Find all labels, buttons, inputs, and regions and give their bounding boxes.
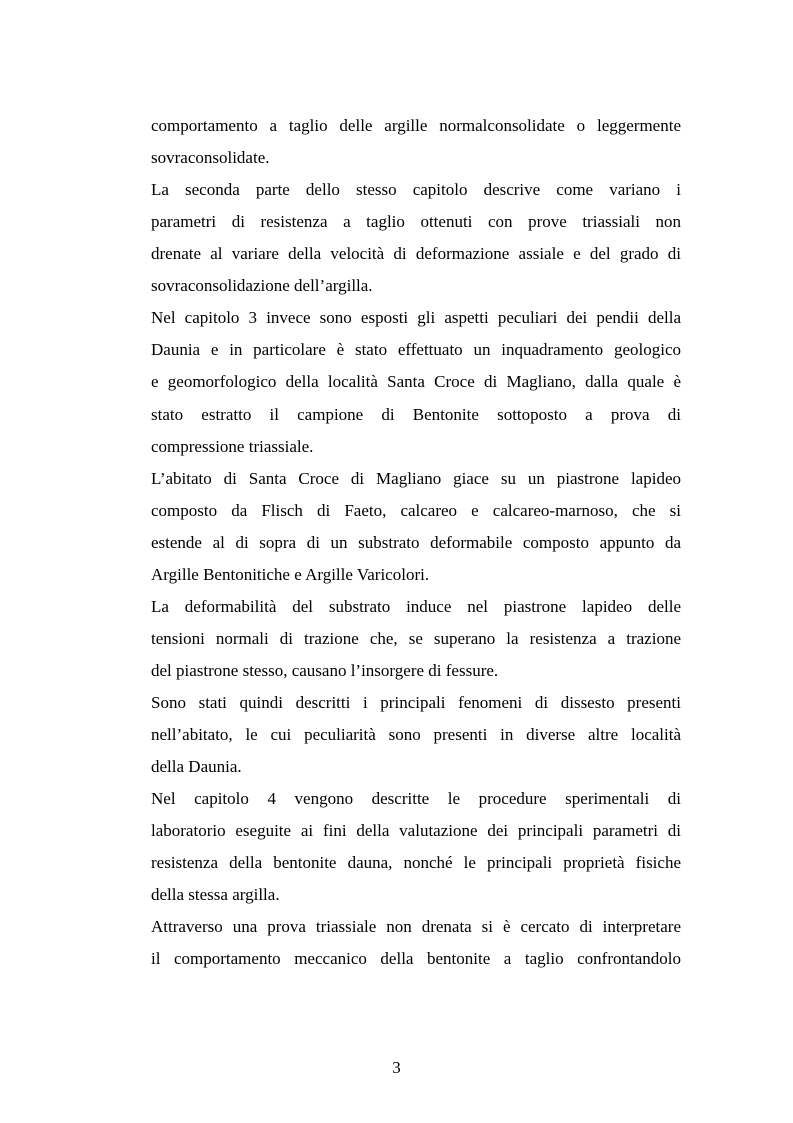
text-line: drenate al variare della velocità di deformazione assiale e del grado di	[151, 244, 681, 263]
text-line: comportamento a taglio delle argille normalconsolidate o leggermente	[151, 116, 681, 135]
text-line: Nel capitolo 3 invece sono esposti gli aspetti peculiari dei pendii della	[151, 308, 681, 327]
text-line: Argille Bentonitiche e Argille Varicolori.	[151, 565, 430, 584]
text-line: Daunia e in particolare è stato effettuato un inquadramento geologico	[151, 340, 681, 359]
text-line: e geomorfologico della località Santa Croce di Magliano, dalla quale è	[151, 372, 681, 391]
text-line: sovraconsolidazione dell’argilla.	[151, 276, 373, 295]
text-line: sovraconsolidate.	[151, 148, 270, 167]
text-line: composto da Flisch di Faeto, calcareo e calcareo-marnoso, che si	[151, 501, 681, 520]
text-line: estende al di sopra di un substrato deformabile composto appunto da	[151, 533, 681, 552]
text-line: L’abitato di Santa Croce di Magliano giace su un piastrone lapideo	[151, 469, 681, 488]
text-line: nell’abitato, le cui peculiarità sono presenti in diverse altre località	[151, 725, 681, 744]
text-line: La seconda parte dello stesso capitolo descrive come variano i	[151, 180, 681, 199]
text-line: Attraverso una prova triassiale non drenata si è cercato di interpretare	[151, 917, 681, 936]
text-line: stato estratto il campione di Bentonite sottoposto a prova di	[151, 405, 681, 424]
text-line: compressione triassiale.	[151, 437, 314, 456]
text-line: il comportamento meccanico della bentonite a taglio confrontandolo	[151, 949, 681, 968]
text-line: della stessa argilla.	[151, 885, 280, 904]
text-line: laboratorio eseguite ai fini della valutazione dei principali parametri di	[151, 821, 681, 840]
text-line: resistenza della bentonite dauna, nonché le principali proprietà fisiche	[151, 853, 681, 872]
text-line: Nel capitolo 4 vengono descritte le procedure sperimentali di	[151, 789, 681, 808]
text-line: Sono stati quindi descritti i principali fenomeni di dissesto presenti	[151, 693, 681, 712]
text-line: tensioni normali di trazione che, se superano la resistenza a trazione	[151, 629, 681, 648]
text-line: della Daunia.	[151, 757, 242, 776]
text-line: del piastrone stesso, causano l’insorgere di fessure.	[151, 661, 499, 680]
text-line: La deformabilità del substrato induce nel piastrone lapideo delle	[151, 597, 681, 616]
text-line: parametri di resistenza a taglio ottenuti con prove triassiali non	[151, 212, 681, 231]
page-number: 3	[392, 1058, 401, 1077]
